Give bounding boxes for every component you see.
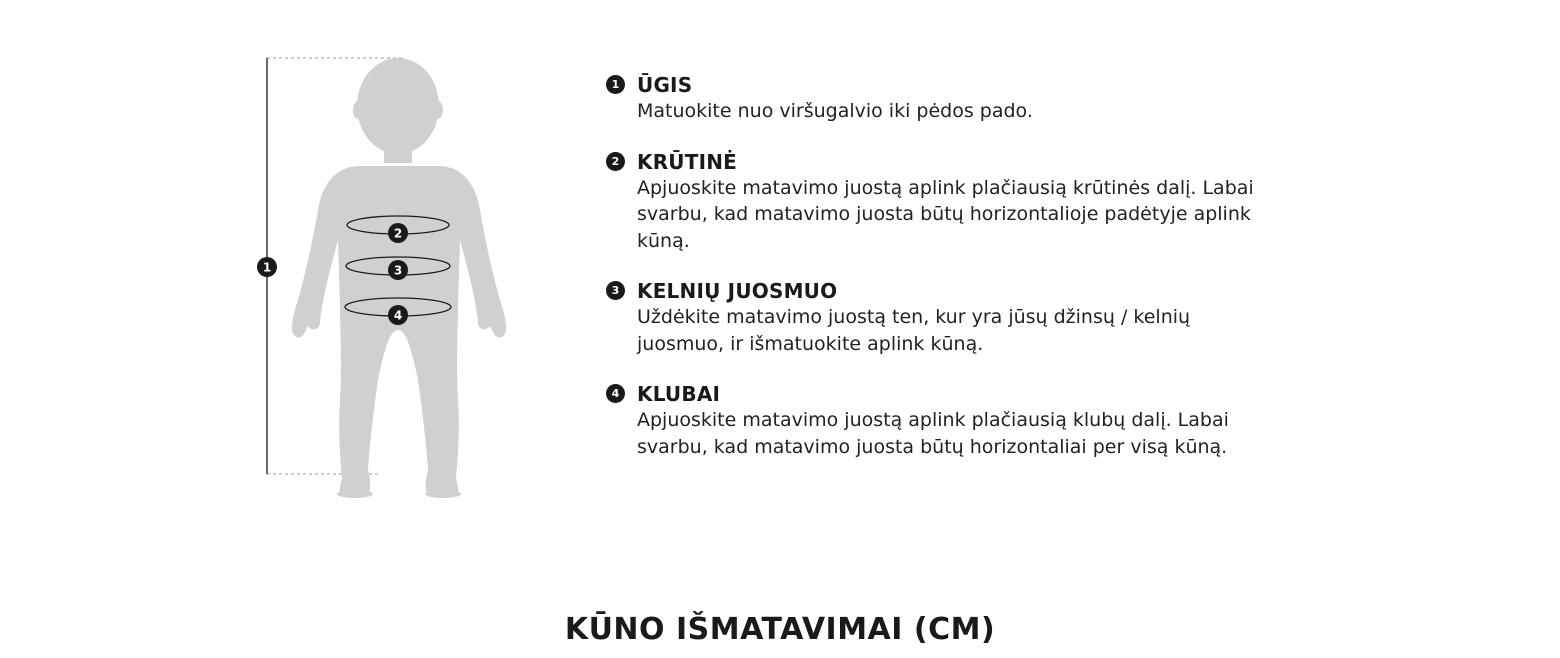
badge-hips — [388, 305, 408, 325]
step-title: ŪGIS — [637, 73, 693, 97]
badge-waist — [388, 260, 408, 280]
step-height — [606, 72, 1286, 125]
step-description: Apjuoskite matavimo juostą aplink plačiausią klubų dalį. Labai svarbu, kad matavimo juosta būtų horizontaliai per visą kūną. — [637, 409, 1229, 458]
section-title: KŪNO IŠMATAVIMAI (CM) — [564, 612, 996, 647]
step-waist — [606, 278, 1286, 357]
body-figure — [0, 0, 600, 520]
step-title: KRŪTINĖ — [637, 149, 738, 174]
svg-text:2: 2 — [393, 226, 403, 241]
step-title: KLUBAI — [637, 382, 721, 406]
step-number-badge: 2 — [606, 152, 625, 171]
svg-text:4: 4 — [393, 308, 403, 323]
step-description: Apjuoskite matavimo juostą aplink plačiausią krūtinės dalį. Labai svarbu, kad matavimo juosta būtų horizontalioje padėtyje aplink kūną. — [637, 176, 1254, 252]
measurement-instructions — [606, 72, 1286, 484]
badge-height — [257, 257, 277, 277]
svg-text:1: 1 — [262, 260, 272, 275]
child-silhouette-diagram — [0, 0, 600, 520]
step-title: KELNIŲ JUOSMUO — [637, 279, 838, 303]
svg-text:3: 3 — [393, 263, 403, 278]
step-number-badge: 4 — [606, 384, 625, 403]
step-number-badge: 3 — [606, 281, 625, 300]
step-chest — [606, 149, 1286, 255]
badge-chest — [388, 223, 408, 243]
step-description: Matuokite nuo viršugalvio iki pėdos pado. — [637, 100, 1033, 122]
step-description: Uždėkite matavimo juostą ten, kur yra jūsų džinsų / kelnių juosmuo, ir išmatuokite aplink kūną. — [637, 306, 1191, 355]
step-number-badge: 1 — [606, 75, 625, 94]
step-hips — [606, 381, 1286, 460]
